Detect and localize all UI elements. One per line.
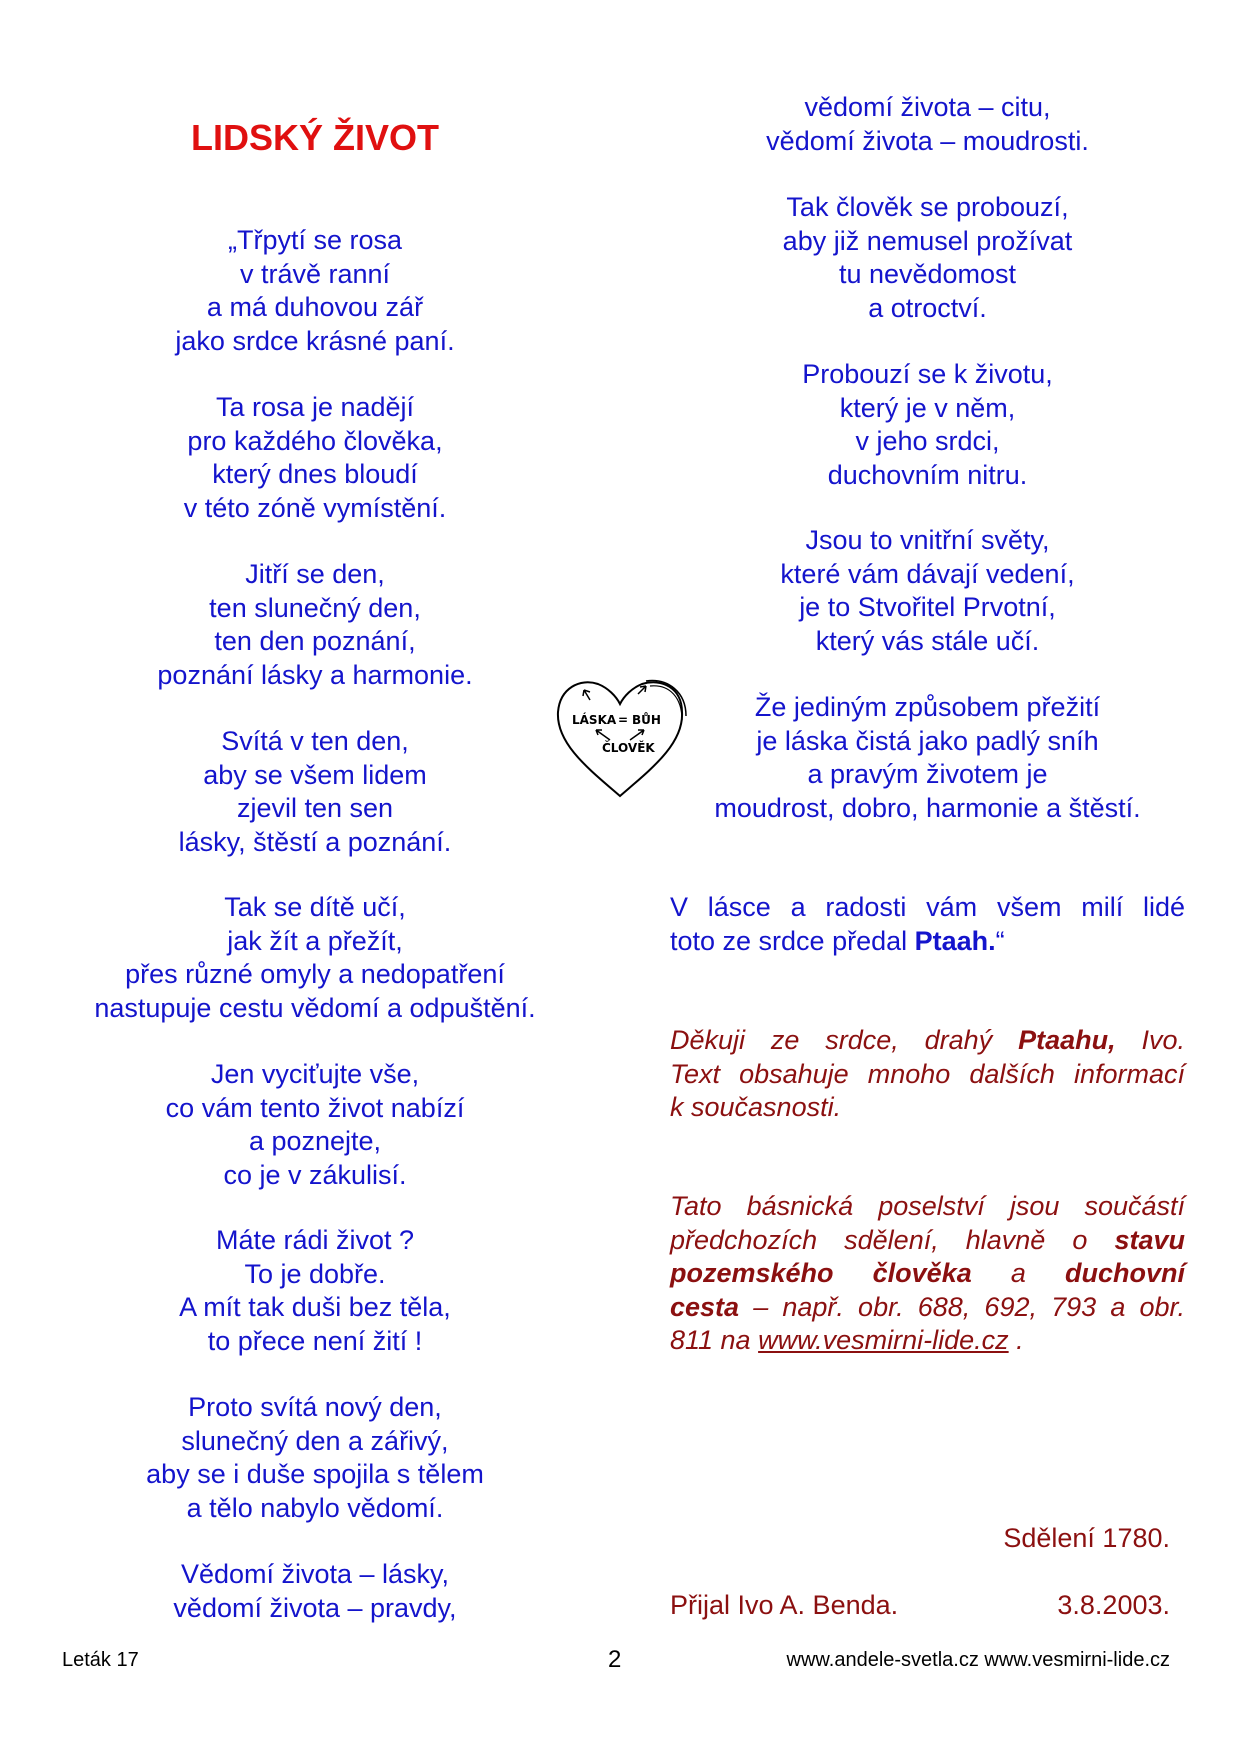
poem-line: jako srdce krásné paní. [175,325,455,356]
poem-line: přes různé omyly a nedopatření [125,959,505,989]
poem-line: to přece není žití ! [207,1325,423,1356]
poem-line: moudrost, dobro, harmonie a štěstí. [714,792,1141,823]
received-by: Přijal Ivo A. Benda. [670,1590,899,1620]
poem-line: vědomí života – citu, [804,92,1051,122]
poem-line: vědomí života – pravdy, [173,1592,457,1623]
poem-stanza [670,191,1185,325]
message-number: Sdělení 1780. [1003,1523,1170,1553]
poem-line: Jitří se den, [245,559,385,589]
poem-line: Ta rosa je nadějí [215,392,415,422]
poem-line: tu nevědomost [838,259,1017,289]
thanks-paragraph: Děkuji ze srdce, drahý Ptaahu, Ivo. Text obsahuje mnoho dalších informací k současnosti. [670,1025,1185,1122]
heart-emblem [550,672,690,802]
poem-line: poznání lásky a harmonie. [157,659,473,690]
poem-stanza [70,1391,560,1525]
author-name: Ptaah. [914,925,996,956]
poem-line: To je dobře. [244,1258,386,1289]
poem-line: Proto svítá nový den, [188,1392,442,1422]
poem-line: Svítá v ten den, [221,726,409,756]
poem-line: Tak člověk se probouzí, [786,192,1069,222]
poem-line: a pravým životem je [807,759,1048,789]
poem-line: „Třpytí se rosa [227,225,403,255]
note-paragraph: Tato básnická poselství jsou součástí předchozích sdělení, hlavně o stavu pozemského člověka a duchovní cesta – např. obr. 688, 692, 793 a obr. 811 na www.vesmirni-lide.cz . [670,1191,1185,1355]
poem-line: Máte rádi život ? [215,1225,415,1255]
poem-stanza [670,91,1185,158]
heart-word-clovek: ČLOVĚK [602,741,655,755]
leaflet-number: Leták 17 [62,1649,139,1671]
heart-word-buh: BŮH [632,713,661,727]
poem-line: Jsou to vnitřní světy, [805,525,1050,555]
poem-line: v trávě ranní [239,258,391,289]
poem-line: v jeho srdci, [855,426,1000,456]
poem-line: A mít tak duši bez těla, [179,1292,451,1322]
poem-line: který vás stále učí. [815,625,1040,656]
poem-line: jak žít a přežít, [227,925,403,956]
heart-outline-icon [558,682,682,796]
poem-line: lásky, štěstí a poznání. [178,826,452,857]
message-date: 3.8.2003. [1057,1590,1170,1620]
poem-stanza [70,1558,560,1625]
poem-stanza [670,358,1185,492]
closing-line: V lásce a radosti vám všem milí lidé [670,892,1185,922]
poem-line: je to Stvořitel Prvotní, [799,592,1056,622]
poem-line: který je v něm, [839,392,1016,423]
poem-line: pro každého člověka, [187,425,443,456]
page-title: LIDSKÝ ŽIVOT [190,117,439,158]
poem-line: a tělo nabylo vědomí. [186,1492,444,1523]
closing-line: toto ze srdce předal Ptaah.“ [670,925,1005,956]
heart-equals: = [618,713,629,727]
page-number: 2 [608,1646,622,1673]
poem-line: ten slunečný den, [209,592,421,623]
poem-line: vědomí života – moudrosti. [766,125,1089,156]
poem-line: a poznejte, [248,1126,382,1156]
poem-line: nastupuje cestu vědomí a odpuštění. [94,992,536,1023]
poem-line: a má duhovou zář [206,292,424,322]
poem-line: ten den poznání, [214,626,416,656]
poem-line: aby se všem lidem [203,759,427,790]
poem-line: Vědomí života – lásky, [180,1559,450,1589]
website-link[interactable]: www.vesmirni-lide.cz [758,1325,1009,1355]
poem-line: Že jediným způsobem přežití [754,692,1101,722]
poem-line: duchovním nitru. [827,459,1028,490]
poem-stanza [70,391,560,525]
poem-line: je láska čistá jako padlý sníh [756,725,1099,756]
heart-word-laska: LÁSKA [572,713,617,727]
poem-stanza [70,1058,560,1192]
poem-stanza [670,524,1185,658]
poem-line: Jen vyciťujte vše, [210,1059,420,1089]
poem-line: co je v zákulisí. [223,1159,407,1190]
poem-stanza [70,558,560,692]
poem-line: aby již nemusel prožívat [782,225,1073,256]
poem-stanza [70,891,560,1025]
poem-line: Tak se dítě učí, [224,892,406,922]
poem-line: Probouzí se k životu, [802,359,1053,389]
poem-line: co vám tento život nabízí [165,1092,465,1123]
poem-line: zjevil ten sen [236,793,394,823]
closing-paragraph [670,891,1185,958]
poem-stanza [70,224,560,358]
poem-stanza [70,725,560,859]
poem-line: které vám dávají vedení, [780,558,1075,589]
poem-line: aby se i duše spojila s tělem [146,1459,484,1489]
footer-websites: www.andele-svetla.cz www.vesmirni-lide.cz [786,1649,1170,1671]
poem-stanza [70,1224,560,1358]
poem-line: a otroctví. [868,292,987,323]
poem-line: v této zóně vymístění. [183,492,447,523]
poem-stanza [670,691,1185,825]
poem-line: slunečný den a zářivý, [181,1425,449,1456]
poem-line: který dnes bloudí [212,459,418,489]
